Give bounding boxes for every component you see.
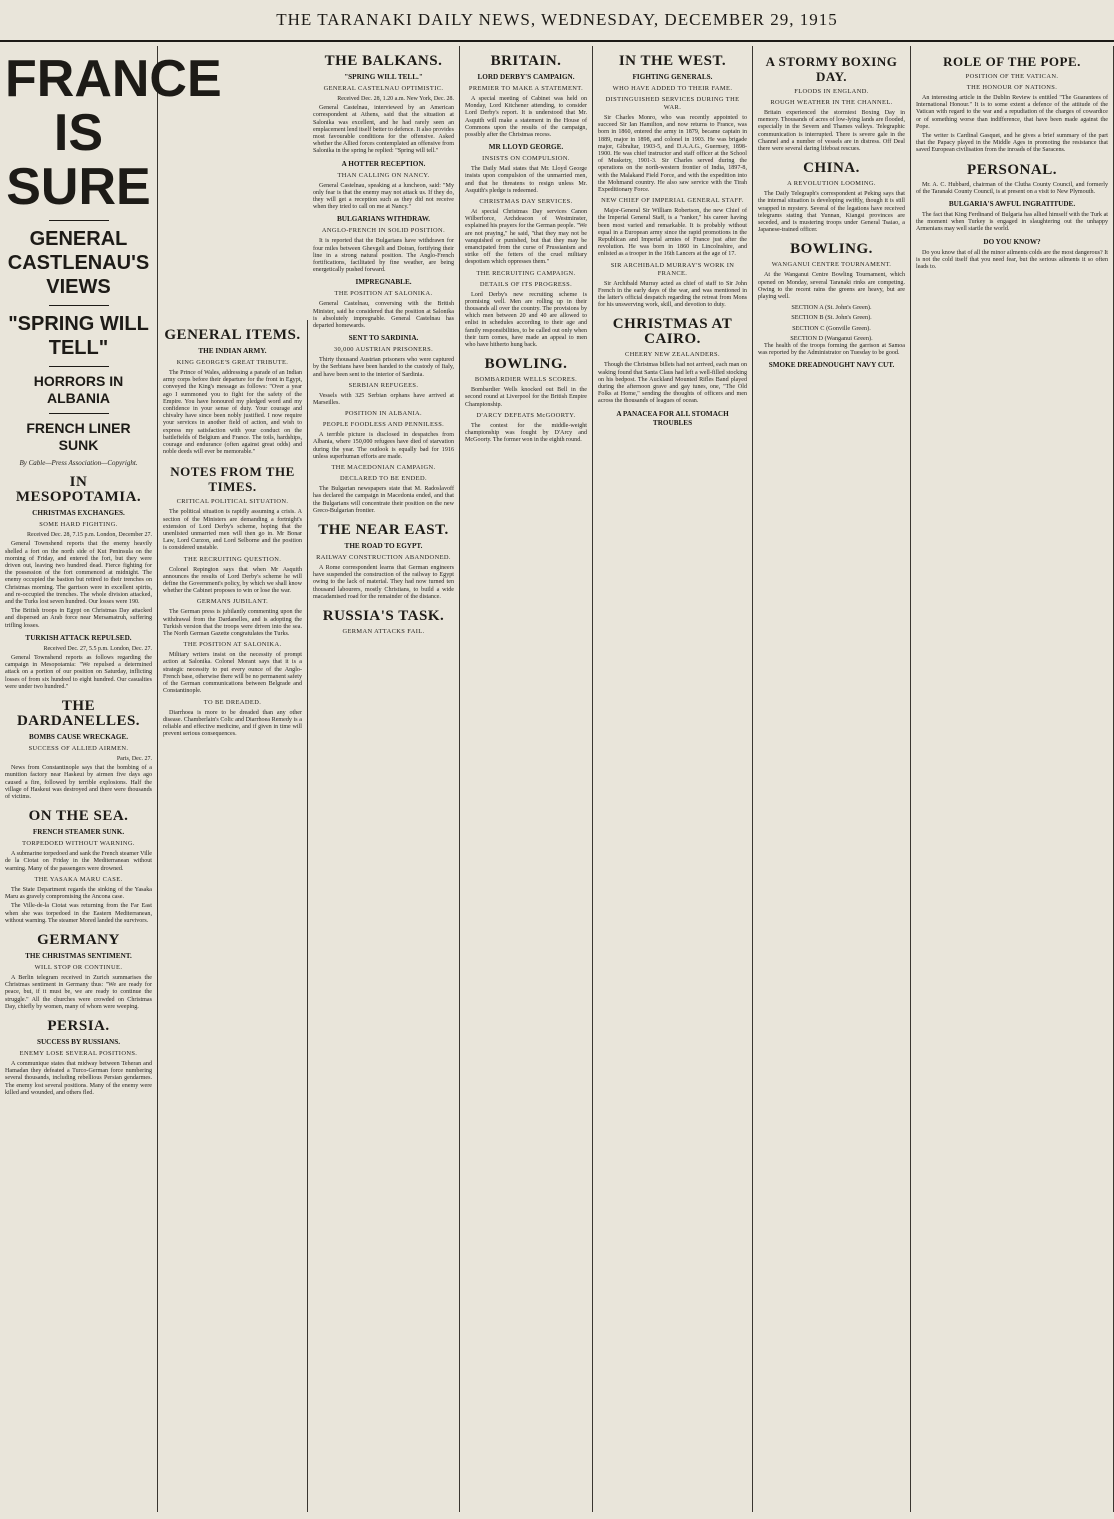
article-text: At special Christmas Day services Canon Wilberforce, Archdeacon of Westminster, explained his prayers for the German people. "We are not praying," he said, "that they may not be vanquished or punished, but that they may be emancipated from the curse of Prussianism and strike off the fetters of the cruel military despotism which oppresses them." — [465, 209, 587, 266]
article-text: Lord Derby's new recruiting scheme is promising well. Men are rolling up in their thousands all over the country. The provisions by which men between 20 and 40 are allowed to enlist in schedules according to their age and family responsibilities, to be called out only when their turn comes, have made an appeal to men who have hitherto hung back. — [465, 291, 587, 349]
subhead-wanganui: WANGANUI CENTRE TOURNAMENT. — [771, 261, 892, 269]
bowling-section-b: SECTION B (St. John's Green). — [791, 314, 872, 322]
article-text: An interesting article in the Dublin Review is entitled "The Guarantees of International Honour." It is to some extent a defence of the attitude of the Vatican with regard to the war and a repudiation of the charges of cowardice or of something worse than indifference, that have been made against the Pope. — [916, 95, 1108, 130]
article-text: The writer is Cardinal Gasquet, and he gives a brief summary of the part that the Papacy played in the Middle Ages in promoting the resistance that saved European civilisation from the inroads of the Saracens. — [916, 133, 1108, 154]
section-mesopotamia: IN MESOPOTAMIA. — [15, 474, 142, 506]
section-personal: PERSONAL. — [967, 161, 1057, 178]
subhead-nancy: THAN CALLING ON NANCY. — [337, 171, 430, 179]
subhead-recruiting-campaign: THE RECRUITING CAMPAIGN. — [476, 269, 576, 277]
section-in-the-west: IN THE WEST. — [618, 53, 727, 69]
subhead-hotter-reception: A HOTTER RECEPTION. — [341, 159, 426, 168]
subhead-smoke: SMOKE DREADNOUGHT NAVY CUT. — [768, 361, 895, 370]
dateline: Received Dec. 27, 5.5 p.m. London, Dec. 27. — [43, 645, 152, 652]
subhead-optimistic: GENERAL CASTELNAU OPTIMISTIC. — [323, 85, 444, 92]
subhead-bulgaria: BULGARIA'S AWFUL INGRATITUDE. — [948, 200, 1076, 209]
subhead-torpedoed: TORPEDOED WITHOUT WARNING. — [22, 840, 135, 848]
subhead-revolution: A REVOLUTION LOOMING. — [787, 180, 876, 188]
subhead-fame: WHO HAVE ADDED TO THEIR FAME. — [612, 85, 733, 92]
subhead-christmas-sentiment: THE CHRISTMAS SENTIMENT. — [25, 951, 132, 960]
subhead-floods: FLOODS IN ENGLAND. — [794, 88, 869, 95]
subhead-bombardier: BOMBARDIER WELLS SCORES. — [474, 376, 578, 384]
section-role-pope: ROLE OF THE POPE. — [943, 54, 1081, 69]
subhead-indian-army: THE INDIAN ARMY. — [198, 347, 267, 355]
section-christmas-cairo: CHRISTMAS AT CAIRO. — [612, 316, 733, 348]
subhead-french-steamer: FRENCH STEAMER SUNK. — [32, 828, 125, 837]
subhead-bulgarians: BULGARIANS WITHDRAW. — [336, 215, 431, 224]
subhead-salonika: THE POSITION AT SALONIKA. — [183, 641, 282, 649]
dateline: Paris, Dec. 27. — [116, 756, 152, 763]
article-text: General Townshend reports as follows regarding the campaign in Mesopotamia: "We repulsed a determined attack on a portion of our position on Saturday, inflicting losses of from six hundred to eight hundred. Our casualties were under two hundred." — [5, 655, 152, 690]
section-bowling: BOWLING. — [790, 241, 873, 258]
article-text: Military writers insist on the necessity of prompt action at Salonika. Colonel Morant says that it is a strategic necessity to put every ounce of the Anglo-French base, otherwise there will be no permanent safety of the German communications between Belgrade and Constantinople. — [163, 652, 302, 695]
article-text: The Daily Mail states that Mr. Lloyd George insists upon compulsion of the unmarried men, and that he threatens to resign unless Mr. Asquith's pledge is redeemed. — [465, 166, 587, 194]
subhead-will-stop: WILL STOP OR CONTINUE. — [34, 963, 123, 971]
article-text: General Castelnau, interviewed by an American correspondent at Athens, said that the situation at Salonika was excellent, and he had rarely seen an emplacement lend itself better to defence. It also provides most favourable conditions for the offensive. Asked whether the Allied forces contemplated an offensive from Salonika in the spring he replied: "Spring will tell." — [313, 105, 454, 155]
bowling-section-d: SECTION D (Wanganui Green). — [790, 334, 873, 342]
article-text: The Prince of Wales, addressing a parade of an Indian army corps before their departure for the front in Egypt, conveyed the King's message as follows: "Over a year ago I summoned you to fight for the safety of the Empire. You have honoured my pledged word and my confidence in your sense of duty. Your courage and chivalry have since been nobly justified. I now require your services in another field of action, and wish to express my satisfaction with your conduct on the battlefields of Belgium and France. The toils, hardships, courage and endurance (often against great odds) and noble deeds will ever be memorable." — [163, 370, 302, 456]
section-germany: GERMANY — [37, 931, 120, 948]
article-text: Though the Christmas billets had not arrived, each man on waking found that Santa Claus had left a well-filled stocking on his bedpost. The Auckland Mounted Rifles Band played during the afternoon grave and gay tunes, one, "The Old Folks at Home," sending the thoughts of officers and men across the thousands of leagues of ocean. — [598, 362, 747, 405]
section-boxing: BOWLING. — [484, 356, 568, 373]
subhead-hard-fighting: SOME HARD FIGHTING. — [39, 521, 118, 529]
subhead-german-attacks: GERMAN ATTACKS FAIL. — [342, 627, 425, 635]
column-7 — [911, 46, 1114, 1512]
subhead-position-salonika: THE POSITION AT SALONIKA. — [334, 290, 433, 298]
article-text: Sir Archibald Murray acted as chief of staff to Sir John French in the early days of the war, and was mentioned in the latter's official despatch regarding the retreat from Mons for his unswerving work, skill, and devotion to duty. — [598, 280, 747, 309]
column-6 — [753, 46, 911, 1512]
article-text: It is reported that the Bulgarians have withdrawn for four miles between Ghevgeli and Doiran, fortifying their line in a strong natural position. The Anglo-French fortifications, facilitated by fine weather, are being energetically pushed forward. — [313, 238, 454, 274]
section-britain: BRITAIN. — [490, 53, 562, 69]
subhead-anglo-french: ANGLO-FRENCH IN SOLID POSITION. — [321, 227, 446, 235]
subhead-turkish-attack: TURKISH ATTACK REPULSED. — [25, 633, 132, 642]
subhead-vatican: POSITION OF THE VATICAN. — [965, 73, 1059, 80]
section-notes-times: NOTES FROM THE TIMES. — [170, 464, 295, 495]
section-balkans: THE BALKANS. — [324, 53, 443, 69]
subhead-darcy: D'ARCY DEFEATS McGOORTY. — [476, 411, 576, 419]
subhead-refugees: SERBIAN REFUGEES. — [348, 381, 419, 389]
subhead-enemy-lose: ENEMY LOSE SEVERAL POSITIONS. — [19, 1049, 138, 1057]
article-text: The State Department regards the sinking of the Yasaka Maru as gravely compromising the Ancona case. — [5, 886, 152, 901]
subhead-murray: SIR ARCHIBALD MURRAY'S WORK IN FRANCE. — [610, 261, 735, 277]
subhead-details: DETAILS OF ITS PROGRESS. — [479, 280, 573, 288]
article-text: A Berlin telegram received in Zurich summarises the Christmas sentiment in Germany thus: "We are ready for peace, but, if it must be, we are ready to continue the struggle." All the churches were crowded on Christmas Day, chiefly by women, many of whom were weeping. — [5, 974, 152, 1010]
subhead-christmas-exchanges: CHRISTMAS EXCHANGES. — [32, 509, 125, 518]
article-text: News from Constantinople says that the bombing of a munition factory near Haskeui by airmen five days ago caused a fire, followed by terrible explosions. Half the village of Haskeui was destroyed and there were thousands of victims. — [5, 765, 152, 801]
subhead-declared-ended: DECLARED TO BE ENDED. — [340, 475, 427, 483]
article-text: Mr. A. C. Hubbard, chairman of the Clutha County Council, and formerly of the Taranaki County Council, is at present on a visit to New Plymouth. — [916, 181, 1108, 195]
subhead-cheery: CHEERY NEW ZEALANDERS. — [625, 351, 720, 359]
subhead-yasaka: THE YASAKA MARU CASE. — [34, 875, 123, 883]
subhead-imperial-staff: NEW CHIEF OF IMPERIAL GENERAL STAFF. — [601, 197, 744, 205]
column-5 — [593, 46, 753, 1512]
subhead-political: CRITICAL POLITICAL SITUATION. — [176, 498, 289, 506]
subhead-premier: PREMIER TO MAKE A STATEMENT. — [468, 85, 584, 92]
subhead-airmen: SUCCESS OF ALLIED AIRMEN. — [28, 745, 129, 753]
subhead-dreaded: TO BE DREADED. — [203, 698, 262, 706]
subhead-fighting-generals: FIGHTING GENERALS. — [632, 73, 713, 81]
article-text: Colonel Repington says that when Mr Asquith announces the results of Lord Derby's scheme he will define the Government's policy, by which we shall know whether the Cabinet proposes to win or lose the war. — [163, 566, 302, 595]
subhead-road-egypt: THE ROAD TO EGYPT. — [344, 541, 423, 550]
article-text: A communique states that midway between Teheran and Hamadan they defeated a Turco-German force numbering several thousands, including rebellious Persian gendarmes. The enemy lost several positions. Many of the enemy were killed and wounded, and others fled. — [5, 1060, 152, 1096]
headline-castlenau: GENERAL CASTLENAU'S VIEWS — [7, 228, 150, 298]
bowling-section-c: SECTION C (Gonville Green). — [792, 324, 871, 332]
article-text: The health of the troops forming the garrison at Samoa was reported by the Administrator on Tuesday to be good. — [758, 343, 905, 357]
subhead-albania: POSITION IN ALBANIA. — [344, 410, 423, 418]
headline-spring-will-tell: "SPRING WILL TELL" — [8, 313, 149, 359]
article-text: The British troops in Egypt on Christmas Day attacked and dispersed an Arab force near Mersamatruh, suffering trifling losses. — [5, 608, 152, 629]
headline-french-liner: FRENCH LINER SUNK — [26, 420, 131, 453]
article-text: The fact that King Ferdinand of Bulgaria has allied himself with the Turk at the moment when Turkey is engaged in slaughtering out the unhappy Armenians may well startle the world. — [916, 212, 1108, 233]
article-text: The Daily Telegraph's correspondent at Peking says that the internal situation is developing swiftly, though it is still wrapped in mystery. Several of the legations have received telegrams stating that Yunnan, Kiangsi provinces are seceded, and is mustering troops under General Tsaiao, a Japanese-trained officer. — [758, 191, 905, 234]
subhead-spring: "SPRING WILL TELL." — [344, 73, 423, 81]
byline: By Cable—Press Association—Copyright. — [19, 459, 138, 467]
subhead-compulsion: INSISTS ON COMPULSION. — [482, 155, 570, 163]
article-text: The German press is jubilantly commenting upon the withdrawal from the Dardanelles, and is adopting the Turkish version that the troops were driven into the sea. The North German Gazette congratulates the Turks. — [163, 609, 302, 638]
subhead-lord-derby: LORD DERBY'S CAMPAIGN. — [477, 73, 575, 81]
section-persia: PERSIA. — [47, 1017, 110, 1034]
subhead-impregnable: IMPREGNABLE. — [355, 278, 412, 287]
article-text: A submarine torpedoed and sank the French steamer Ville de la Ciotat on Friday in the Mediterranean without warning. Many of the passengers were drowned. — [5, 851, 152, 872]
subhead-foodless: PEOPLE FOODLESS AND PENNILESS. — [322, 421, 445, 429]
section-on-the-sea: ON THE SEA. — [28, 808, 129, 825]
article-text: A terrible picture is disclosed in despatches from Albania, where 150,000 refugees have died of starvation during the year. The outlook is equally bad for 1916 unless superhuman efforts are made. — [313, 432, 454, 460]
column-4 — [460, 46, 593, 1512]
section-near-east: THE NEAR EAST. — [318, 521, 449, 538]
subhead-prisoners: 30,000 AUSTRIAN PRISONERS. — [333, 346, 434, 354]
subhead-railway: RAILWAY CONSTRUCTION ABANDONED. — [316, 553, 451, 561]
column-2 — [158, 320, 308, 1512]
subhead-panacea: A PANACEA FOR ALL STOMACH TROUBLES — [616, 409, 729, 427]
dateline: Received Dec. 28, 7.15 p.m. London, December 27. — [27, 532, 152, 539]
bowling-section-a: SECTION A (St. John's Green). — [791, 304, 872, 312]
subhead-rough: ROUGH WEATHER IN THE CHANNEL. — [770, 99, 893, 106]
subhead-kings-tribute: KING GEORGE'S GREAT TRIBUTE. — [176, 359, 289, 366]
article-text: Britain experienced the stormiest Boxing Day in memory. Thousands of acres of low-lying lands are flooded, especially in the Severn and Thames valleys. Telegraphic communication is interrupted. There is severe gale in the Channel and a number of vessels are in distress. Off Deal there were several daring lifeboat rescues. — [758, 110, 905, 153]
article-text: Bombardier Wells knocked out Bell in the second round at Liverpool for the British Empire Championship. — [465, 387, 587, 408]
subhead-germans-jubilant: GERMANS JUBILANT. — [196, 598, 269, 606]
article-text: General Castelnau, speaking at a luncheon, said: "My only fear is that the enemy may not attack us. If they do, they will get a reception such as they did not receive when they tried to call on me at Nancy." — [313, 182, 454, 211]
subhead-do-you-know: DO YOU KNOW? — [983, 237, 1041, 246]
headline-france-is-sure: FRANCE IS SURE — [5, 50, 222, 216]
article-text: The Bulgarian newspapers state that M. Radoslavoff has declared the campaign in Macedonia ended, and that the Bulgarians will concentrate their position on the new Greco-Bulgarian frontier. — [313, 486, 454, 514]
section-dardanelles: THE DARDANELLES. — [16, 698, 141, 730]
masthead: THE TARANAKI DAILY NEWS, WEDNESDAY, DECEMBER 29, 1915 — [0, 0, 1114, 42]
column-3 — [308, 46, 460, 1512]
article-text: General Townshend reports that the enemy heavily shelled a fort on the north side of Kut Peninsula on the morning of Friday, and entered the fort, but they were driven out, leaving two hundred dead. Fierce fighting for the possession of the fort commenced at midnight. The enemy occupied the bastion but retired to their trenches on Christmas morning. The garrison were in excellent spirits, and re-occupied the trenches. The whole division attacked, and the Turks lost seven hundred. Our losses were 190. — [5, 541, 152, 606]
article-text: Major-General Sir William Robertson, the new Chief of the Imperial General Staff, is a "ranker," his career having been most varied and remarkable. It is probably without equal in a European army since the rapid promotions in the Republican and Imperial armies of France just after the revolution. He was born in 1860 in Lincolnshire, and enlisted as a trooper in the 16th Lancers at the age of 17. — [598, 208, 747, 258]
subhead-lloyd-george: MR LLOYD GEORGE. — [488, 143, 564, 152]
section-china: CHINA. — [803, 160, 860, 177]
article-text: A special meeting of Cabinet was held on Monday, Lord Kitchener attending, to consider Lord Derby's report. It is understood that Mr. Asquith will make a statement in the House of Commons upon the results of the campaign, possibly after the Christmas recess. — [465, 96, 587, 139]
section-general-items: GENERAL ITEMS. — [164, 327, 301, 343]
article-text: The political situation is rapidly assuming a crisis. A section of the Ministers are demanding a fortnight's extension of Lord Derby's scheme, hoping that the unenlisted unmarried men will then go in. Mr Bonar Law, Lord Curzon, and Lord Selborne and the position is considered unstable. — [163, 509, 302, 552]
headline-albania: HORRORS IN ALBANIA — [33, 373, 124, 406]
article-text: The Ville-de-la Ciotat was returning from the Far East when she was torpedoed in the Eastern Mediterranean, without warning. The steamer Mored landed the survivors. — [5, 903, 152, 924]
subhead-macedonian: THE MACEDONIAN CAMPAIGN. — [331, 464, 436, 472]
column-1 — [0, 46, 222, 1512]
subhead-distinguished: DISTINGUISHED SERVICES DURING THE WAR. — [605, 96, 740, 111]
article-text: Vessels with 325 Serbian orphans have arrived at Marseilles. — [313, 392, 454, 407]
article-text: Do you know that of all the minor ailments colds are the most dangerous? It is not the cold itself that you need fear, but the serious ailments it so often leads to. — [916, 249, 1108, 271]
subhead-recruiting: THE RECRUITING QUESTION. — [183, 555, 282, 563]
article-text: General Castelnau, conversing with the British Minister, said he considered that the position at Salonika is absolutely impregnable. General Castelnau has departed homewards. — [313, 301, 454, 330]
article-text: Sir Charles Monro, who was recently appointed to succeed Sir Ian Hamilton, and now returns to France, was born in 1860, entered the army in 1879, became captain in 1889, major in 1898, and colonel in 1903. He was brigade major, Gibraltar, 1903-5, and D.A.A.G., Guernsey, 1898-1900. He was chief instructor and staff officer at the School of Musketry, 1901-3. Sir Charles served during the operations on the north-western frontier of India, 1897-8, with the Malakand Field Force, and with the expedition into the Mohmand country. He also saw service with the Tirah Expeditionary Force. — [598, 115, 747, 194]
subhead-christmas-services: CHRISTMAS DAY SERVICES. — [479, 198, 573, 206]
subhead-russians: SUCCESS BY RUSSIANS. — [36, 1037, 121, 1046]
subhead-bombs: BOMBS CAUSE WRECKAGE. — [28, 733, 129, 742]
article-text: At the Wanganui Centre Bowling Tournament, which opened on Monday, several Taranaki rinks are competing. Owing to the recent rains the greens are heavy, but are playing well. — [758, 272, 905, 301]
subhead-honour: THE HONOUR OF NATIONS. — [966, 84, 1058, 91]
subhead-sardinia: SENT TO SARDINIA. — [348, 334, 419, 343]
section-stormy: A STORMY BOXING DAY. — [765, 54, 898, 84]
article-text: The contest for the middle-weight championship was fought by D'Arcy and McGoorty. The former won in the eighth round. — [465, 422, 587, 444]
article-text: Thirty thousand Austrian prisoners who were captured by the Serbians have been handed to the custody of Italy, and have been sent to the interior of Sardinia. — [313, 357, 454, 378]
section-russias-task: RUSSIA'S TASK. — [322, 607, 445, 624]
article-text: A Rome correspondent learns that German engineers have suspended the construction of the railway to Egypt owing to the lack of material. They had now turned ten thousand labourers, mostly Christians, to build a wide macadamised road for the remainder of the distance. — [313, 564, 454, 600]
dateline: Received Dec. 28, 1.20 a.m. New York, Dec. 28. — [337, 96, 454, 102]
article-text: Diarrhoea is more to be dreaded than any other disease. Chamberlain's Colic and Diarrhoea Remedy is a reliable and effective medicine, and if given in time will prevent serious consequences. — [163, 709, 302, 738]
